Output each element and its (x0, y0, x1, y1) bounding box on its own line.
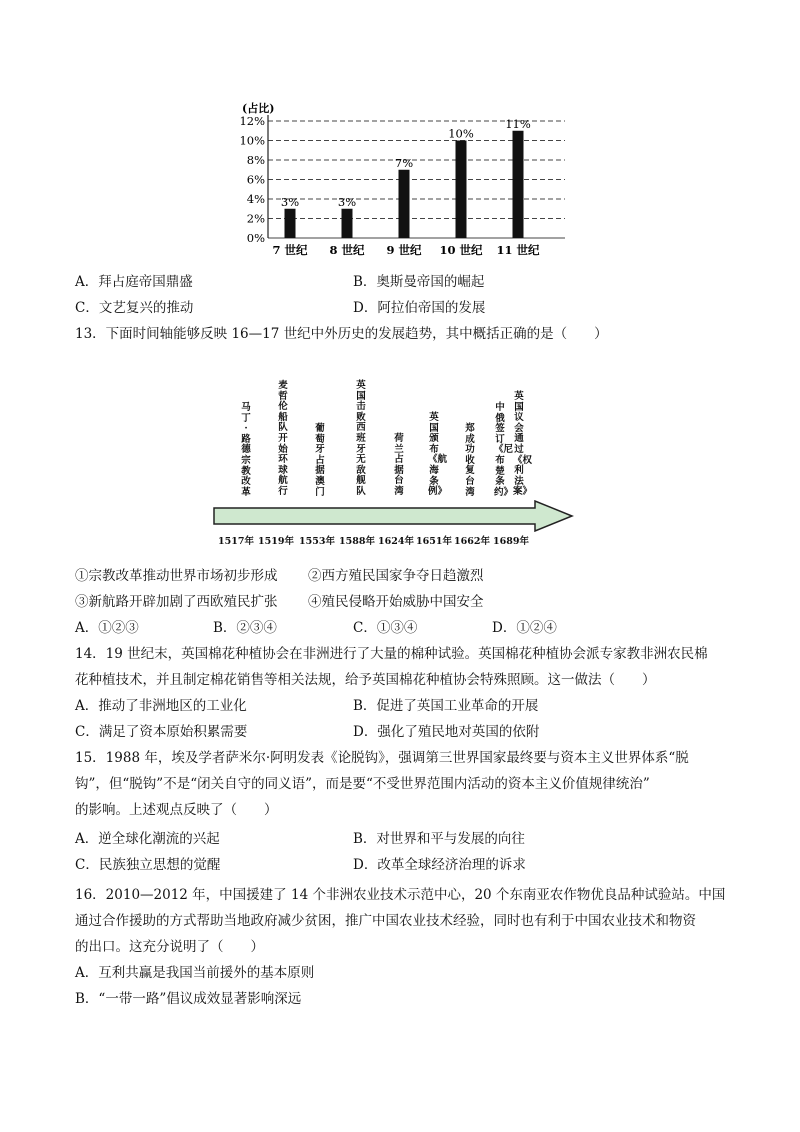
q13-option-a[interactable]: A．①②③ (75, 620, 139, 636)
q13-option-c[interactable]: C．①③④ (353, 620, 418, 636)
y-tick-label: 6% (246, 172, 265, 187)
timeline-year-label: 1588年 (339, 536, 375, 547)
y-tick-label: 4% (246, 192, 265, 206)
q14-stem-line-2: 花种植技术，并且制定棉花销售等相关法规，给予英国棉花种植协会特殊照顾。这一做法（ ） (75, 672, 656, 688)
q15-stem-line-2: 钩”，但“脱钩”不是“闭关自守的同义语”，而是要“不受世界范围内活动的资本主义价值规律统治” (75, 776, 650, 792)
timeline-year-label: 1519年 (258, 536, 294, 547)
bar (285, 209, 296, 238)
timeline-event-label: 中俄签订《尼布楚条约》 (494, 402, 514, 498)
x-tick-label: 10 世纪 (439, 243, 483, 257)
bar (342, 209, 353, 238)
q13-stem: 13．下面时间轴能够反映 16—17 世纪中外历史的发展趋势，其中概括正确的是（ ） (75, 326, 608, 342)
q15-stem-line-1: 15．1988 年，埃及学者萨米尔·阿明发表《论脱钩》，强调第三世界国家最终要与资本主义世界体系“脱 (75, 750, 689, 766)
bar-value-label: 7% (394, 155, 414, 170)
q15-stem-line-3: 的影响。上述观点反映了（ ） (75, 802, 278, 818)
x-tick-label: 8 世纪 (329, 243, 365, 257)
timeline-event-label: 麦哲伦船队开始环球航行 (278, 380, 288, 497)
timeline-event-label: 马丁·路德宗教改革 (241, 402, 251, 498)
timeline-event-label: 荷兰占据台湾 (394, 433, 404, 497)
q12-option-d[interactable]: D．阿拉伯帝国的发展 (353, 300, 486, 316)
bar (399, 170, 410, 238)
timeline-year-label: 1662年 (454, 536, 490, 547)
timeline-arrow (210, 500, 580, 532)
q12-option-a[interactable]: A．拜占庭帝国鼎盛 (75, 274, 193, 290)
timeline-event-label: 英国议会通过《权利法案》 (513, 391, 533, 498)
y-tick-label: 10% (239, 133, 265, 148)
q16-stem-line-1: 16．2010—2012 年，中国援建了 14 个非洲农业技术示范中心，20 个东南亚农作物优良品种试验站。中国 (75, 887, 726, 903)
x-tick-label: 7 世纪 (272, 243, 308, 257)
x-tick-label: 11 世纪 (496, 243, 540, 257)
x-tick-label: 9 世纪 (386, 243, 422, 257)
q16-stem-line-2: 通过合作援助的方式帮助当地政府减少贫困，推广中国农业技术经验，同时也有利于中国农业技术和物资 (75, 913, 696, 929)
bar (513, 131, 524, 238)
q16-stem-line-3: 的出口。这充分说明了（ ） (75, 939, 264, 955)
timeline-year-label: 1553年 (299, 536, 335, 547)
timeline-event-label: 郑成功收复台湾 (465, 423, 475, 498)
q12-option-c[interactable]: C．文艺复兴的推动 (75, 300, 194, 316)
q16-option-a[interactable]: A．互利共赢是我国当前援外的基本原则 (75, 965, 315, 981)
q13-statement-3: ③新航路开辟加剧了西欧殖民扩张 (75, 594, 278, 610)
bar-chart (230, 95, 570, 265)
timeline-figure (210, 355, 580, 545)
timeline-year-label: 1689年 (493, 536, 529, 547)
q12-option-b[interactable]: B．奥斯曼帝国的崛起 (353, 274, 485, 290)
timeline-event-label: 英国颁布《航海条例》 (428, 412, 448, 498)
y-axis-label: (占比) (242, 102, 275, 115)
y-tick-label: 0% (246, 231, 265, 245)
q13-statement-4: ④殖民侵略开始威胁中国安全 (308, 594, 484, 610)
timeline-year-label: 1517年 (218, 536, 254, 547)
y-tick-label: 8% (246, 153, 265, 167)
bar-value-label: 3% (280, 194, 300, 209)
bar-value-label: 11% (505, 116, 531, 131)
timeline-year-label: 1624年 (378, 536, 414, 547)
q14-option-d[interactable]: D．强化了殖民地对英国的依附 (353, 724, 540, 740)
q13-option-d[interactable]: D．①②④ (492, 620, 557, 636)
q13-option-b[interactable]: B．②③④ (213, 620, 277, 636)
q13-statement-2: ②西方殖民国家争夺日趋激烈 (308, 568, 484, 584)
bar-value-label: 3% (337, 194, 357, 209)
q15-option-b[interactable]: B．对世界和平与发展的向往 (353, 831, 525, 847)
timeline-event-label: 英国击败西班牙无敌舰队 (356, 380, 366, 497)
q14-option-b[interactable]: B．促进了英国工业革命的开展 (353, 698, 539, 714)
q16-option-b[interactable]: B．“一带一路”倡议成效显著影响深远 (75, 991, 302, 1007)
q14-stem-line-1: 14．19 世纪末，英国棉花种植协会在非洲进行了大量的棉种试验。英国棉花种植协会派专家教非洲农民棉 (75, 646, 708, 662)
timeline-event-label: 葡萄牙占据澳门 (315, 423, 325, 498)
timeline-year-label: 1651年 (416, 536, 452, 547)
q15-option-d[interactable]: D．改革全球经济治理的诉求 (353, 857, 526, 873)
y-tick-label: 2% (246, 211, 265, 226)
q15-option-a[interactable]: A．逆全球化潮流的兴起 (75, 831, 220, 847)
q14-option-a[interactable]: A．推动了非洲地区的工业化 (75, 698, 247, 714)
y-tick-label: 12% (239, 114, 265, 128)
bar (456, 141, 467, 239)
bar-value-label: 10% (448, 126, 474, 141)
q15-option-c[interactable]: C．民族独立思想的觉醒 (75, 857, 221, 873)
q13-statement-1: ①宗教改革推动世界市场初步形成 (75, 568, 278, 584)
q14-option-c[interactable]: C．满足了资本原始积累需要 (75, 724, 248, 740)
